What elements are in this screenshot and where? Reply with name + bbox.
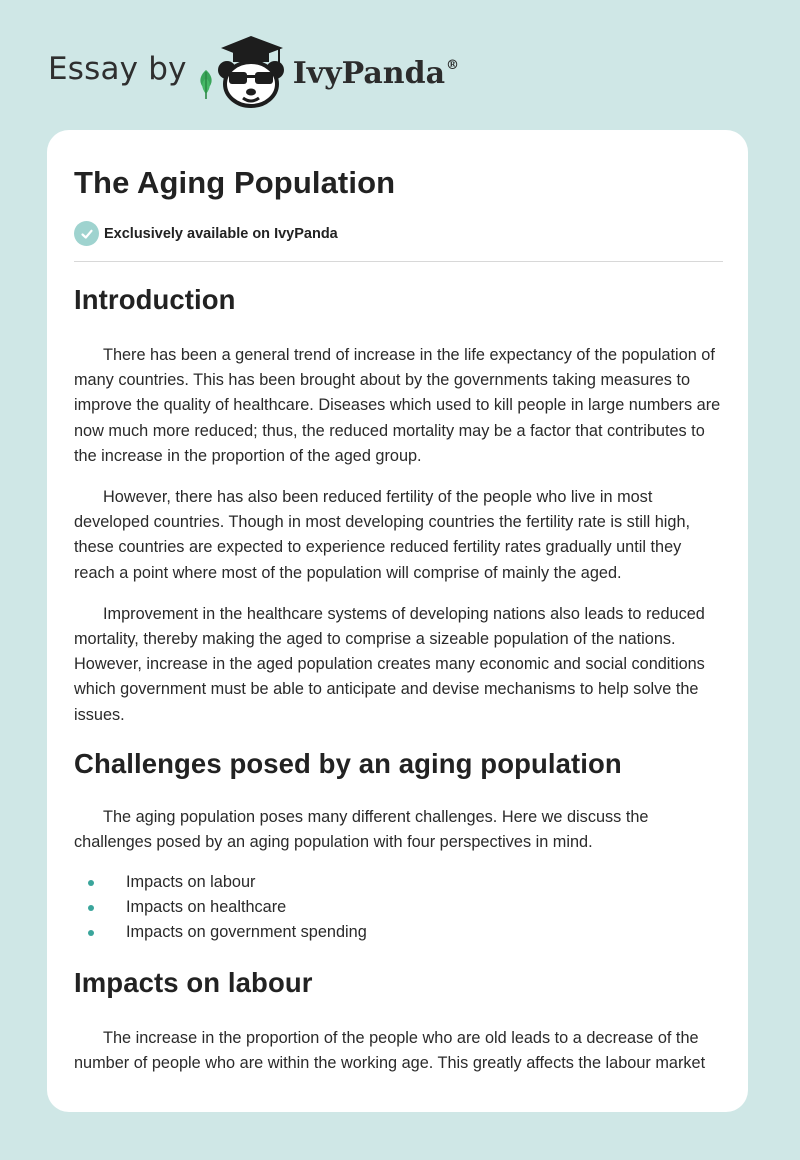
section-heading-challenges: Challenges posed by an aging population (74, 747, 622, 779)
list-item-text: Impacts on healthcare (126, 898, 287, 917)
title-divider (74, 261, 723, 262)
challenges-paragraph-1: The aging population poses many different challenges. Here we discuss the challenges posed by an aging population with four perspectives in mind. (74, 807, 649, 852)
challenges-list (74, 870, 725, 945)
essay-content (74, 280, 725, 1077)
brand-text: IvyPanda (292, 55, 446, 91)
badge-text: Exclusively available on IvyPanda (104, 225, 338, 242)
intro-paragraph-1: There has been a general trend of increase in the life expectancy of the population of many countries. This has been brought about by the governments taking measures to improve the quality of healthcare. Diseases which used to kill people in large numbers are now much more reduced; thus, the reduced mortality may be a factor that contributes to the increase in the proportion of the aged group. (74, 346, 721, 465)
section-heading-labour: Impacts on labour (74, 967, 313, 999)
bullet-icon (88, 880, 94, 886)
page-title: The Aging Population (74, 165, 396, 200)
essay-by-label: Essay by (48, 51, 187, 87)
panda-graduate-icon[interactable] (199, 30, 291, 110)
list-item-text: Impacts on government spending (126, 923, 367, 942)
registered-mark: ® (446, 57, 460, 73)
list-item (74, 870, 725, 895)
intro-paragraph-3: Improvement in the healthcare systems of developing nations also leads to reduced mortality, thereby making the aged to comprise a sizeable population of the nations. However, increase in the aged population creates many economic and social conditions which government must be able to anticipate and devise mechanisms to help solve the issues. (74, 604, 705, 724)
section-heading-introduction: Introduction (74, 284, 236, 315)
list-item (74, 920, 725, 945)
labour-paragraph-1: The increase in the proportion of the people who are old leads to a decrease of the number of people who are within the working age. This greatly affects the labour market (74, 1029, 706, 1073)
bullet-icon (88, 905, 94, 911)
check-icon (74, 221, 99, 246)
intro-paragraph-2: However, there has also been reduced fertility of the people who live in most developed countries. Though in most developing countries the fertility rate is still high, these countries are expected to experience reduced fertility rates gradually until they reach a point where most of the population will comprise of mainly the aged. (74, 488, 691, 582)
site-header (48, 30, 648, 110)
list-item (74, 895, 725, 920)
brand-name[interactable] (293, 56, 459, 91)
list-item-text: Impacts on labour (126, 873, 256, 892)
exclusive-badge (74, 221, 338, 246)
ivy-leaf-icon (195, 68, 217, 100)
bullet-icon (88, 930, 94, 936)
essay-card (47, 130, 748, 1112)
